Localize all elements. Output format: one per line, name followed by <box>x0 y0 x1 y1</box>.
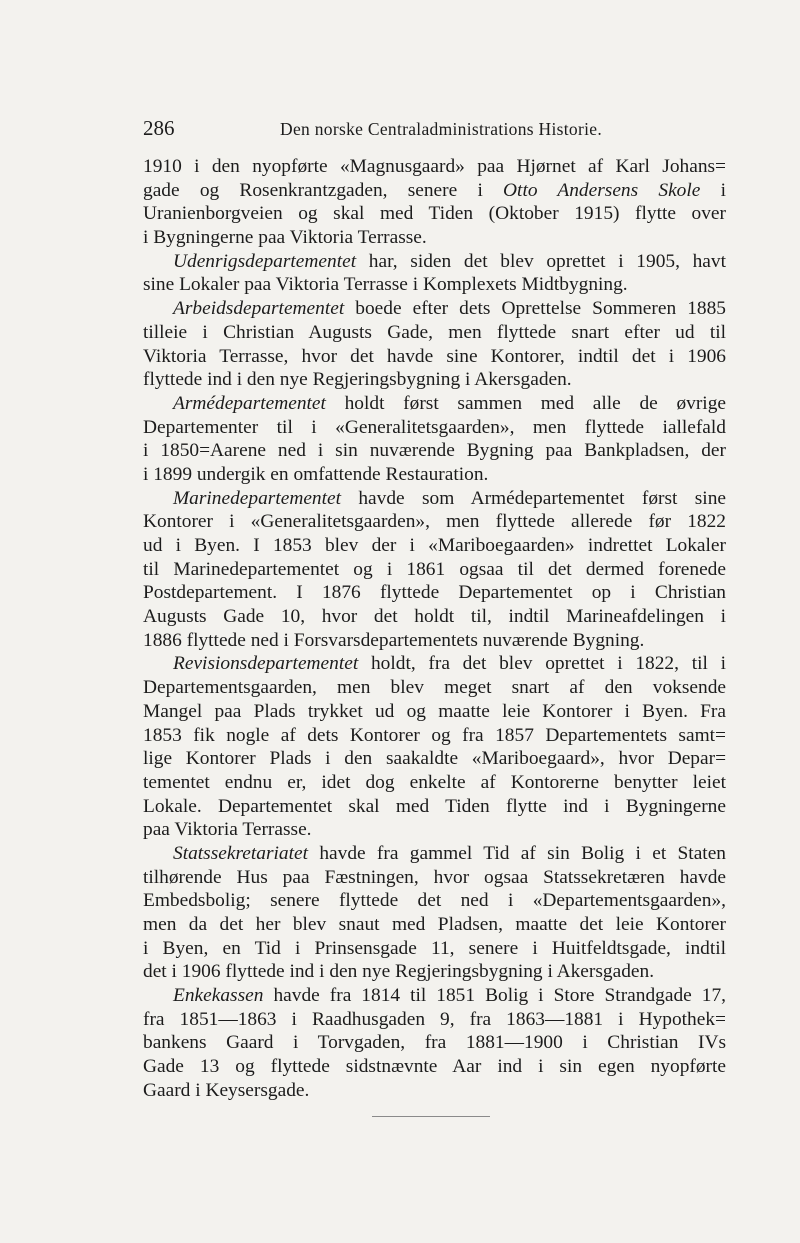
paragraph-start-line <box>143 392 726 416</box>
text-segment: fra 1851—1863 i Raadhusgaden 9, fra 1863—1881 i Hypothek= <box>143 1008 726 1030</box>
text-segment: sine Lokaler paa Viktoria Terrasse i Komplexets Midtbygning. <box>143 274 628 296</box>
page-number: 286 <box>143 116 175 140</box>
department-name: Revisionsdepartementet <box>173 653 359 675</box>
text-segment: holdt, fra det blev oprettet i 1822, til i <box>358 653 726 675</box>
text-segment: i 1899 undergik en omfattende Restauration. <box>143 463 489 485</box>
text-segment: tementet endnu er, idet dog enkelte af Kontorerne benytter leiet <box>143 771 726 793</box>
text-line <box>143 463 726 487</box>
department-name: Arbeidsdepartementet <box>173 298 345 320</box>
text-line <box>143 818 726 842</box>
text-line <box>143 345 726 369</box>
text-line <box>143 747 726 771</box>
text-line <box>143 676 726 700</box>
text-segment: 1853 fik nogle af dets Kontorer og fra 1857 Departementets samt= <box>143 724 726 746</box>
department-name: Otto Andersens Skole <box>503 179 701 201</box>
text-line <box>143 937 726 961</box>
text-line <box>143 605 726 629</box>
text-segment: i Byen, en Tid i Prinsensgade 11, senere i Huitfeldtsgade, indtil <box>143 937 726 959</box>
text-line <box>143 1008 726 1032</box>
text-segment: Viktoria Terrasse, hvor det havde sine Kontorer, indtil det i 1906 <box>143 345 726 367</box>
text-segment: havde som Armédepartementet først sine <box>341 487 726 509</box>
text-line <box>143 202 726 226</box>
paragraph-start-line <box>143 297 726 321</box>
text-segment: 1886 flyttede ned i Forsvarsdepartementets nuværende Bygning. <box>143 629 645 651</box>
paragraph-start-line <box>143 842 726 866</box>
paragraph-start-line <box>143 984 726 1008</box>
text-line <box>143 866 726 890</box>
text-line <box>143 510 726 534</box>
text-segment: Embedsbolig; senere flyttede det ned i «Departementsgaarden», <box>143 890 726 912</box>
text-segment: Mangel paa Plads trykket ud og maatte leie Kontorer i Byen. Fra <box>143 700 726 722</box>
text-line <box>143 771 726 795</box>
text-segment: Departementsgaarden, men blev meget snart af den voksende <box>143 677 726 699</box>
text-line <box>143 889 726 913</box>
text-segment: 1910 i den nyopførte «Magnusgaard» paa Hjørnet af Karl Johans= <box>143 156 726 177</box>
text-segment: i Bygningerne paa Viktoria Terrasse. <box>143 227 427 249</box>
running-title: Den norske Centraladministrations Historie. <box>280 119 603 139</box>
department-name: Armédepartementet <box>173 392 326 414</box>
department-name: Statssekretariatet <box>173 842 308 864</box>
paragraph-start-line <box>143 250 726 274</box>
text-segment: men da det her blev snaut med Pladsen, maatte det leie Kontorer <box>143 914 726 935</box>
text-segment: lige Kontorer Plads i den saakaldte «Mariboegaard», hvor Depar= <box>143 748 726 770</box>
text-segment: havde fra gammel Tid af sin Bolig i et Staten <box>308 842 726 864</box>
text-segment: har, siden det blev oprettet i 1905, havt <box>356 250 726 272</box>
text-segment: Postdepartement. I 1876 flyttede Departementet op i Christian <box>143 582 726 604</box>
text-line <box>143 700 726 724</box>
text-line <box>143 368 726 392</box>
text-segment: tilhørende Hus paa Fæstningen, hvor ogsaa Statssekretæren havde <box>143 866 726 888</box>
text-segment: bankens Gaard i Torvgaden, fra 1881—1900 i Christian IVs <box>143 1032 726 1054</box>
text-segment: Gade 13 og flyttede sidstnævnte Aar ind i sin egen nyopførte <box>143 1056 726 1078</box>
text-segment: i <box>700 179 726 201</box>
end-rule <box>372 1116 490 1117</box>
text-line <box>143 155 726 179</box>
text-line <box>143 179 726 203</box>
text-line <box>143 226 726 250</box>
text-segment: flyttede ind i den nye Regjeringsbygning i Akersgaden. <box>143 369 572 391</box>
text-segment: ud i Byen. I 1853 blev der i «Mariboegaarden» indrettet Lokaler <box>143 535 726 556</box>
text-segment: det i 1906 flyttede ind i den nye Regjeringsbygning i Akersgaden. <box>143 961 655 983</box>
text-segment: Augusts Gade 10, hvor det holdt til, indtil Marineafdelingen i <box>143 606 726 628</box>
text-line <box>143 558 726 582</box>
department-name: Enkekassen <box>173 985 264 1007</box>
text-line <box>143 795 726 819</box>
department-name: Marinedepartementet <box>173 487 342 509</box>
text-line <box>143 913 726 937</box>
text-segment: Departementer til i «Generalitetsgaarden», men flyttede iallefald <box>143 416 726 438</box>
text-line <box>143 1031 726 1055</box>
text-line <box>143 581 726 605</box>
text-segment: Lokale. Departementet skal med Tiden flytte ind i Bygningerne <box>143 795 726 817</box>
text-segment: gade og Rosenkrantzgaden, senere i <box>143 179 504 201</box>
text-segment: i 1850=Aarene ned i sin nuværende Bygning paa Bankpladsen, der <box>143 440 726 462</box>
text-segment: havde fra 1814 til 1851 Bolig i Store Strandgade 17, <box>263 985 726 1007</box>
department-name: Udenrigsdepartementet <box>173 250 357 272</box>
text-line <box>143 960 726 984</box>
text-segment: til Marinedepartementet og i 1861 ogsaa til det dermed forenede <box>143 558 726 580</box>
text-segment: boede efter dets Oprettelse Sommeren 1885 <box>344 298 726 320</box>
text-segment: Kontorer i «Generalitetsgaarden», men flyttede allerede før 1822 <box>143 511 726 533</box>
text-line <box>143 1055 726 1079</box>
text-line <box>143 416 726 440</box>
paragraph-start-line <box>143 487 726 511</box>
paragraph-start-line <box>143 652 726 676</box>
text-line <box>143 321 726 345</box>
running-head <box>143 116 726 146</box>
text-segment: Uranienborgveien og skal med Tiden (Oktober 1915) flytte over <box>143 203 726 225</box>
text-segment: tilleie i Christian Augusts Gade, men flyttede snart efter ud til <box>143 321 726 343</box>
text-segment: paa Viktoria Terrasse. <box>143 819 312 841</box>
text-line <box>143 629 726 653</box>
text-segment: holdt først sammen med alle de øvrige <box>325 392 726 414</box>
text-line <box>143 439 726 463</box>
body-text <box>143 155 726 1103</box>
text-line <box>143 273 726 297</box>
text-line <box>143 1079 726 1103</box>
text-line <box>143 534 726 558</box>
text-line <box>143 724 726 748</box>
text-segment: Gaard i Keysersgade. <box>143 1079 310 1101</box>
